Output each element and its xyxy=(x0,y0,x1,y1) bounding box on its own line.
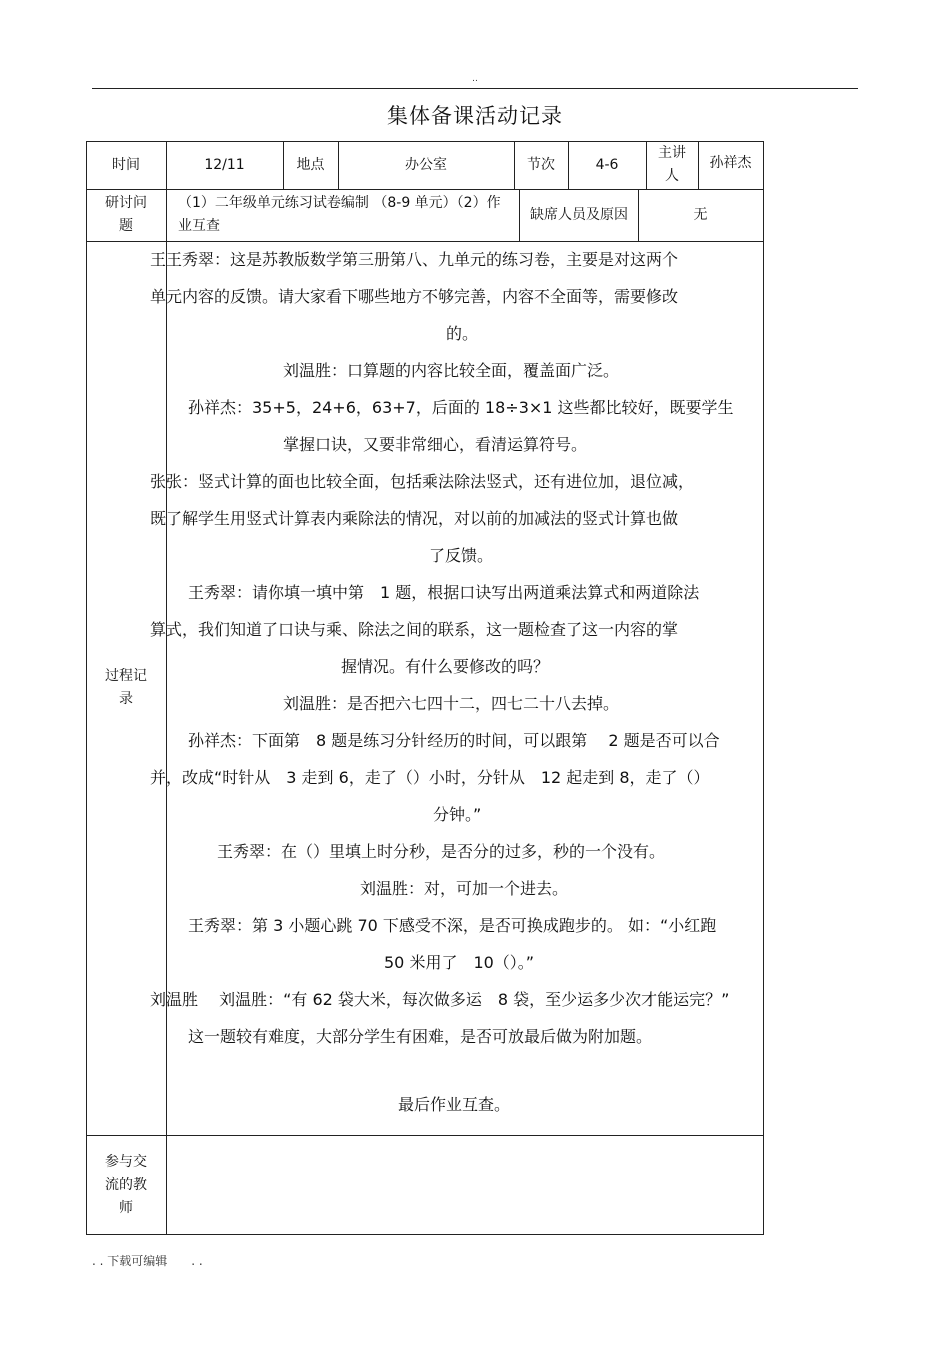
process-line: 王王秀翠：这是苏教版数学第三册第八、九单元的练习卷，主要是对这两个 xyxy=(150,250,679,269)
process-line: 既了解学生用竖式计算表内乘除法的情况，对以前的加减法的竖式计算也做 xyxy=(150,509,679,528)
period-label: 节次 xyxy=(527,156,555,173)
process-line: 了反馈。 xyxy=(429,546,494,565)
header-rule xyxy=(92,88,858,89)
row2-divider-a xyxy=(519,189,520,241)
process-line: 刘温胜：口算题的内容比较全面，覆盖面广泛。 xyxy=(283,361,620,380)
absent-value: 无 xyxy=(693,206,708,223)
process-line: 张张：竖式计算的面也比较全面，包括乘法除法竖式，还有进位加，退位减， xyxy=(150,472,695,491)
process-line: 最后作业互查。 xyxy=(398,1095,511,1114)
topic-value: （1）二年级单元练习试卷编制 （8-9 单元）（2）作业互查 xyxy=(178,195,501,234)
place-value: 办公室 xyxy=(405,156,447,173)
footer-note: . . 下载可编辑 . . xyxy=(92,1254,203,1268)
process-line: 刘温胜 刘温胜：“有 62 袋大米，每次做多运 8 袋，至少运多少次才能运完？” xyxy=(150,990,730,1009)
process-line: 掌握口诀，又要非常细心，看清运算符号。 xyxy=(283,435,588,454)
row1-divider-e xyxy=(646,141,647,189)
period-value: 4-6 xyxy=(595,156,619,173)
process-line: 王秀翠：在（）里填上时分秒，是否分的过多，秒的一个没有。 xyxy=(217,842,666,861)
time-value: 12/11 xyxy=(204,156,245,173)
process-line: 孙祥杰：35+5，24+6，63+7，后面的 18÷3×1 这些都比较好，既要学生 xyxy=(188,398,734,417)
absent-label: 缺席人员及原因 xyxy=(530,206,628,223)
process-line: 50 米用了 10（）。” xyxy=(384,953,535,972)
header-dots: .. xyxy=(472,74,478,84)
process-line: 分钟。” xyxy=(433,805,482,824)
topic-label: 研讨问题 xyxy=(105,195,147,234)
process-line: 孙祥杰：下面第 8 题是练习分针经历的时间，可以跟第 2 题是否可以合 xyxy=(188,731,720,750)
table-border-left xyxy=(86,141,87,1235)
time-label: 时间 xyxy=(112,156,140,173)
speaker-label: 主讲人 xyxy=(658,145,686,184)
place-label: 地点 xyxy=(296,156,325,173)
process-line: 单元内容的反馈。请大家看下哪些地方不够完善，内容不全面等，需要修改 xyxy=(150,287,679,306)
process-label: 过程记录 xyxy=(105,668,147,707)
teachers-label: 参与交流的教师 xyxy=(105,1153,147,1216)
process-line: 刘温胜：是否把六七四十二，四七二十八去掉。 xyxy=(283,694,620,713)
process-line: 王秀翠：第 3 小题心跳 70 下感受不深，是否可换成跑步的。 如：“小红跑 xyxy=(188,916,717,935)
process-line: 算式，我们知道了口诀与乘、除法之间的联系，这一题检查了这一内容的掌 xyxy=(150,620,679,639)
process-line: 握情况。有什么要修改的吗？ xyxy=(341,657,550,676)
speaker-value: 孙祥杰 xyxy=(709,154,752,171)
process-line: 王秀翠：请你填一填中第 1 题，根据口诀写出两道乘法算式和两道除法 xyxy=(188,583,700,602)
teachers-value xyxy=(166,1135,763,1235)
page-title: 集体备课活动记录 xyxy=(387,104,563,128)
process-line: 刘温胜：对，可加一个进去。 xyxy=(360,879,569,898)
process-line: 这一题较有难度，大部分学生有困难，是否可放最后做为附加题。 xyxy=(188,1027,653,1046)
process-line: 并，改成“时针从 3 走到 6，走了（）小时，分针从 12 起走到 8，走了（） xyxy=(150,768,710,787)
table-border-right xyxy=(763,141,764,1235)
process-line: 的。 xyxy=(446,324,479,343)
